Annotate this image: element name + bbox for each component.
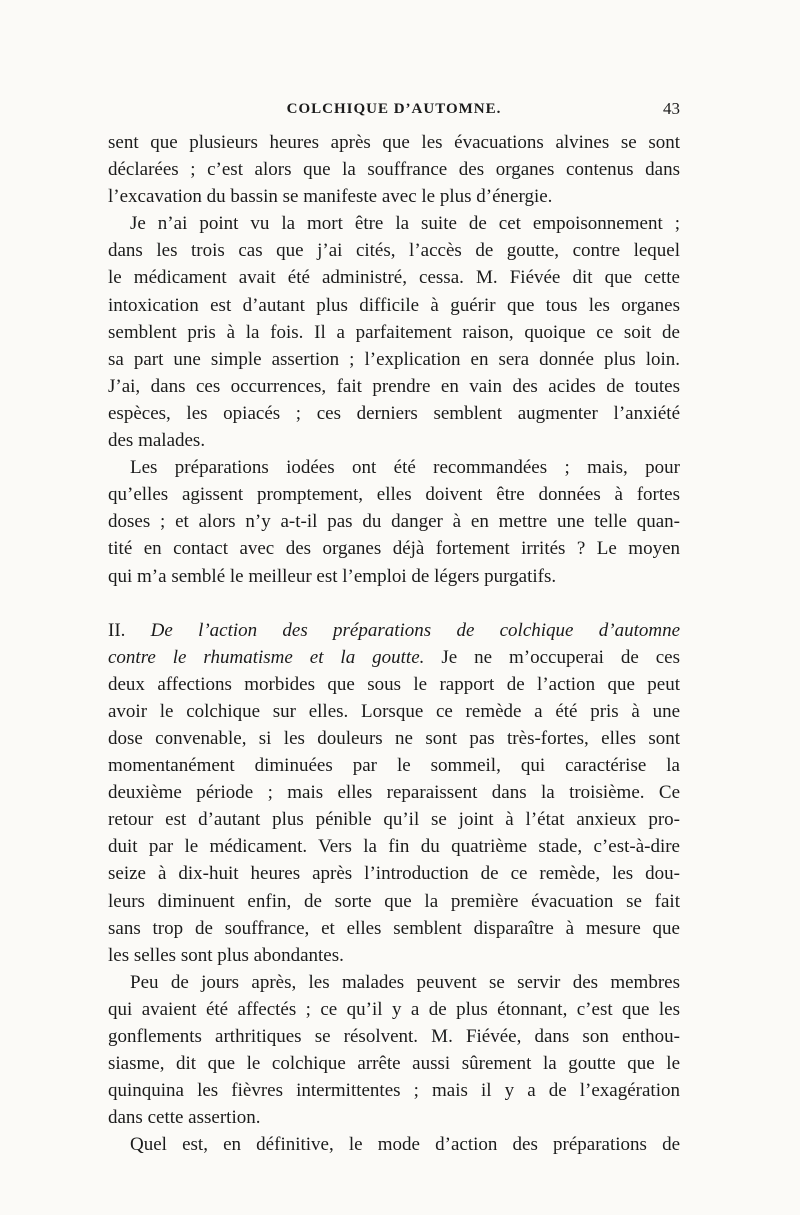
text-line: sa part une simple assertion ; l’explication en sera donnée plus loin. (108, 348, 680, 370)
text-line: deuxième période ; mais elles reparaissent dans la troisième. Ce (108, 782, 680, 804)
text-line: avoir le colchique sur elles. Lorsque ce remède a été pris à une (108, 700, 680, 722)
section-heading-line (108, 617, 680, 644)
text-line: Les préparations iodées ont été recommandées ; mais, pour (130, 457, 680, 479)
text-line: intoxication est d’autant plus difficile à guérir que tous les organes (108, 294, 680, 316)
running-title: COLCHIQUE D’AUTOMNE. (286, 101, 502, 117)
text-line: espèces, les opiacés ; ces derniers semblent augmenter l’anxiété (108, 402, 680, 424)
text-line: l’excavation du bassin se manifeste avec le plus d’énergie. (108, 186, 553, 208)
section-heading-line-2 (108, 644, 680, 671)
section-gap (108, 590, 680, 617)
paragraph-3 (108, 454, 680, 589)
page-number: 43 (663, 99, 680, 118)
text-line: sent que plusieurs heures après que les évacuations alvines se sont (108, 132, 680, 153)
text-line: J’ai, dans ces occurrences, fait prendre en vain des acides de toutes (108, 375, 680, 397)
text-line: des malades. (108, 430, 206, 452)
text-line: le médicament avait été administré, cessa. M. Fiévée dit que cette (108, 267, 680, 289)
section-title: De l’action des préparations de colchique d’automne (150, 619, 680, 641)
text-line: dose convenable, si les douleurs ne sont pas très-fortes, elles sont (108, 727, 680, 749)
section-title-continued: contre le rhumatisme et la goutte. (108, 646, 425, 668)
text-line: doses ; et alors n’y a-t-il pas du danger à en mettre une telle quan- (108, 511, 680, 533)
text-line: retour est d’autant plus pénible qu’il se joint à l’état anxieux pro- (108, 809, 680, 831)
text-line: les selles sont plus abondantes. (108, 944, 344, 966)
text-line: dans les trois cas que j’ai cités, l’accès de goutte, contre lequel (108, 240, 680, 262)
text-line: seize à dix-huit heures après l’introduction de ce remède, les dou- (108, 863, 680, 885)
text-line: Peu de jours après, les malades peuvent se servir des membres (130, 971, 680, 993)
text-line: tité en contact avec des organes déjà fortement irrités ? Le moyen (108, 538, 680, 560)
text-line: Je n’ai point vu la mort être la suite de cet empoisonnement ; (130, 213, 680, 235)
text-line: quinquina les fièvres intermittentes ; mais il y a de l’exagération (108, 1080, 680, 1102)
paragraph-1 (108, 129, 680, 210)
body-text (108, 129, 680, 1158)
text-line: dans cette assertion. (108, 1107, 261, 1129)
section-text-start: Je ne m’occuperai de ces (441, 646, 680, 668)
text-line: qu’elles agissent promptement, elles doivent être données à fortes (108, 484, 680, 506)
text-line: qui m’a semblé le meilleur est l’emploi de légers purgatifs. (108, 565, 557, 587)
section-ii (108, 617, 680, 969)
text-line: gonflements arthritiques se résolvent. M. Fiévée, dans son enthou- (108, 1026, 680, 1047)
paragraph-6 (108, 1131, 680, 1158)
text-line: deux affections morbides que sous le rapport de l’action que peut (108, 673, 680, 695)
running-head (108, 97, 680, 125)
text-line: qui avaient été affectés ; ce qu’il y a de plus étonnant, c’est que les (108, 998, 680, 1020)
text-line: déclarées ; c’est alors que la souffrance des organes contenus dans (108, 159, 680, 181)
text-line: Quel est, en définitive, le mode d’action des préparations de (130, 1134, 680, 1156)
text-line: leurs diminuent enfin, de sorte que la première évacuation se fait (108, 890, 680, 912)
paragraph-5 (108, 969, 680, 1132)
text-line: semblent pris à la fois. Il a parfaitement raison, quoique ce soit de (108, 321, 680, 343)
paragraph-2 (108, 210, 680, 454)
section-numeral: II. (108, 619, 126, 641)
text-line: sans trop de souffrance, et elles semblent disparaître à mesure que (108, 917, 680, 939)
text-line: siasme, dit que le colchique arrête aussi sûrement la goutte que le (108, 1053, 680, 1075)
text-line: duit par le médicament. Vers la fin du quatrième stade, c’est-à-dire (108, 836, 680, 858)
text-line: momentanément diminuées par le sommeil, qui caractérise la (108, 755, 680, 777)
